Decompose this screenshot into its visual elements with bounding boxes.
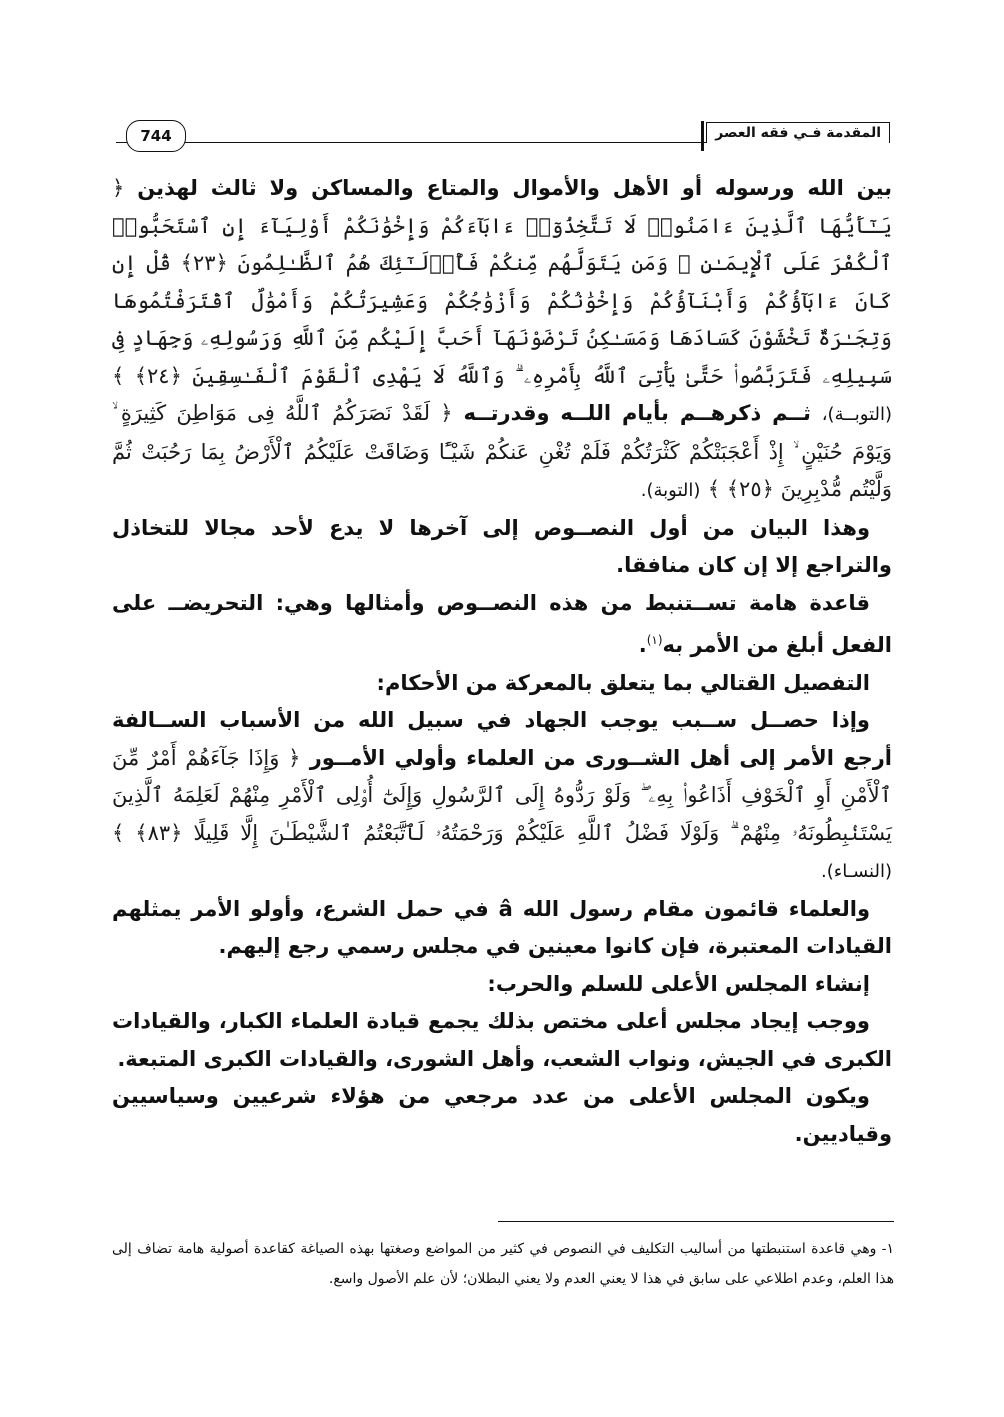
quran-verse-tawbah-25: ﴿ لَقَدْ نَصَرَكُمُ ٱللَّهُ فِى مَوَاطِنَ كَثِيرَةٍ ۙ وَيَوْمَ حُنَيْنٍ ۙ إِذْ أَعْجَبَتْكُمْ كَثْرَتُكُمْ فَلَمْ تُغْنِ عَنكُمْ شَيْـًٔا وَضَاقَتْ عَلَيْكُمُ ٱلْأَرْضُ بِمَا رَحُبَتْ ثُمَّ وَلَّيْتُم مُّدْبِرِينَ ﴿٢٥﴾ ﴾ <box>112 401 892 501</box>
paragraph-6: ووجب إيجاد مجلس أعلى مختص بذلك يجمع قيادة العلماء الكبار، والقيادات الكبرى في الجيش، ونواب الشعب، وأهل الشورى، والقيادات الكبرى المتبعة. <box>112 1009 892 1071</box>
surah-reference: (التوبة). <box>640 480 701 501</box>
paragraph-2: وهذا البيان من أول النصــوص إلى آخرها لا يدع لأحد مجالا للتخاذل والتراجع إلا إن كان منافقا. <box>112 515 892 577</box>
book-title: المقدمة فـي فقه العصر <box>706 122 890 143</box>
quran-verse-nisa-83: ﴿ وَإِذَا جَآءَهُمْ أَمْرٌ مِّنَ ٱلْأَمْنِ أَوِ ٱلْخَوْفِ أَذَاعُوا۟ بِهِۦ ۖ وَلَوْ رَدُّوهُ إِلَى ٱلرَّسُولِ وَإِلَىٰٓ أُو۟لِى ٱلْأَمْرِ مِنْهُمْ لَعَلِمَهُ ٱلَّذِينَ يَسْتَنۢبِطُونَهُۥ مِنْهُمْ ۗ وَلَوْلَا فَضْلُ ٱللَّهِ عَلَيْكُمْ وَرَحْمَتُهُۥ لَٱتَّبَعْتُمُ ٱلشَّيْطَـٰنَ إِلَّا قَلِيلًا ﴿٨٣﴾ ﴾ <box>112 745 892 845</box>
paragraph-4 <box>112 702 892 891</box>
footnote-separator <box>498 1221 894 1222</box>
footnotes <box>112 1234 894 1294</box>
paragraph-1-text: بين الله ورسوله أو الأهل والأموال والمتاع والمساكن ولا ثالث لهذين <box>137 176 892 200</box>
section-heading-2: إنشاء المجلس الأعلى للسلم والحرب: <box>487 971 870 996</box>
main-text <box>112 170 892 1153</box>
page-header <box>116 116 890 150</box>
surah-reference: (التوبــة)، <box>821 404 893 425</box>
paragraph-3-end: . <box>638 633 647 657</box>
footnote-1: ١- وهي قاعدة استنبطتها من أساليب التكليف في النصوص في كثير من المواضع وصغتها بهذه الصياغة كقاعدة أصولية هامة تضاف إلى هذا العلم، وعدم اطلاعي على سابق في هذا لا يعني العدم ولا يعني البطلان؛ لأن علم الأصول واسع. <box>112 1241 895 1287</box>
quran-verse-tawbah-23-24: ﴿ يَـٰٓأَيُّهَا ٱلَّذِينَ ءَامَنُوا۟ لَا تَتَّخِذُوٓا۟ ءَابَآءَكُمْ وَإِخْوَٰنَكُمْ أَوْلِيَآءَ إِنِ ٱسْتَحَبُّوا۟ ٱلْكُفْرَ عَلَى ٱلْإِيمَـٰنِ ۚ وَمَن يَتَوَلَّهُم مِّنكُمْ فَأُو۟لَـٰٓئِكَ هُمُ ٱلظَّـٰلِمُونَ ﴿٢٣﴾ قُلْ إِن كَانَ ءَابَآؤُكُمْ وَأَبْنَآؤُكُمْ وَإِخْوَٰنُكُمْ وَأَزْوَٰجُكُمْ وَعَشِيرَتُكُمْ وَأَمْوَٰلٌ ٱقْتَرَفْتُمُوهَا وَتِجَـٰرَةٌ تَخْشَوْنَ كَسَادَهَا وَمَسَـٰكِنُ تَرْضَوْنَهَآ أَحَبَّ إِلَيْكُم مِّنَ ٱللَّهِ وَرَسُولِهِۦ وَجِهَادٍ فِى سَبِيلِهِۦ فَتَرَبَّصُوا۟ حَتَّىٰ يَأْتِىَ ٱللَّهُ بِأَمْرِهِۦ ۗ وَٱللَّهُ لَا يَهْدِى ٱلْقَوْمَ ٱلْفَـٰسِقِينَ ﴿٢٤﴾ ﴾ <box>112 176 893 388</box>
paragraph-5: والعلماء قائمون مقام رسول الله â في حمل الشرع، وأولو الأمر يمثلهم القيادات المعتبرة، فإن كانوا معينين في مجلس رسمي رجع إليهم. <box>112 896 892 958</box>
surah-reference: (النسـاء). <box>821 861 892 882</box>
section-heading-1: التفصيل القتالي بما يتعلق بالمعركة من الأحكام: <box>376 670 870 695</box>
page-number: 744 <box>126 120 186 152</box>
paragraph-4-text: وإذا حصــل ســبب يوجب الجهاد في سبيل الله من الأسباب الســالفة أرجع الأمر إلى أهل الشــورى من العلماء وأولي الأمــور <box>112 708 892 770</box>
paragraph-7: ويكون المجلس الأعلى من عدد مرجعي من هؤلاء شرعيين وسياسيين وقياديين. <box>112 1084 892 1146</box>
paragraph-1-text-2: ثــم ذكرهــم بأيام اللــه وقدرتــه <box>463 401 811 425</box>
paragraph-3 <box>112 585 892 665</box>
footnote-marker[interactable]: (١) <box>646 633 663 647</box>
paragraph-3-text: قاعدة هامة تســتنبط من هذه النصــوص وأمثالها وهي: التحريضــ على الفعل أبلغ من الأمر به <box>112 590 892 657</box>
paragraph-1 <box>112 170 892 510</box>
